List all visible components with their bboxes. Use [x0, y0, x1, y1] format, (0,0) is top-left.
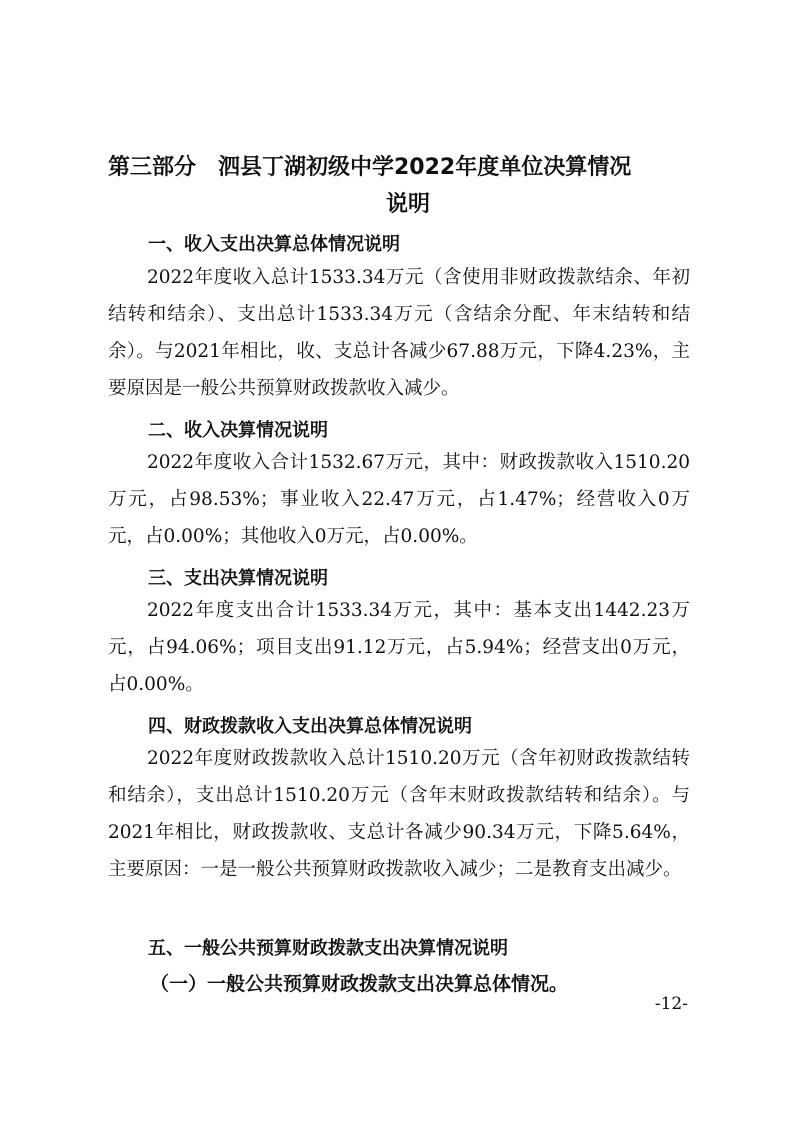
section-heading-1: 一、收入支出决算总体情况说明: [148, 234, 400, 255]
section-heading-5: 五、一般公共预算财政拨款支出决算情况说明: [148, 938, 508, 959]
section-heading-3: 三、支出决算情况说明: [148, 568, 328, 589]
subsection-heading: （一）一般公共预算财政拨款支出决算总体情况。: [150, 973, 569, 995]
page-number: -12-: [654, 994, 688, 1014]
section-heading-2: 二、收入决算情况说明: [148, 420, 328, 441]
section-paragraph-2: 2022年度收入合计1532.67万元，其中：财政拨款收入1510.20万元，占98.53%；事业收入22.47万元，占1.47%；经营收入0万元，占0.00%；其他收入0万元，占0.00%。: [108, 452, 690, 547]
section-paragraph-1: 2022年度收入总计1533.34万元（含使用非财政拨款结余、年初结转和结余）、支出总计1533.34万元（含结余分配、年末结转和结余）。与2021年相比，收、支总计各减少67.88万元，下降4.23%，主要原因是一般公共预算财政拨款收入减少。: [108, 267, 690, 399]
document-title-line2: 说明: [385, 192, 430, 217]
section-paragraph-4: 2022年度财政拨款收入总计1510.20万元（含年初财政拨款结转和结余），支出总计1510.20万元（含年末财政拨款结转和结余）。与2021年相比，财政拨款收、支总计各减少90.34万元，下降5.64%，主要原因：一是一般公共预算财政拨款收入减少；二是教育支出减少。: [108, 748, 690, 880]
document-title-line1: 第三部分 泗县丁湖初级中学2022年度单位决算情况: [108, 155, 632, 180]
section-heading-4: 四、财政拨款收入支出决算总体情况说明: [148, 716, 472, 737]
section-paragraph-3: 2022年度支出合计1533.34万元，其中：基本支出1442.23万元，占94.06%；项目支出91.12万元，占5.94%；经营支出0万元，占0.00%。: [108, 600, 690, 695]
